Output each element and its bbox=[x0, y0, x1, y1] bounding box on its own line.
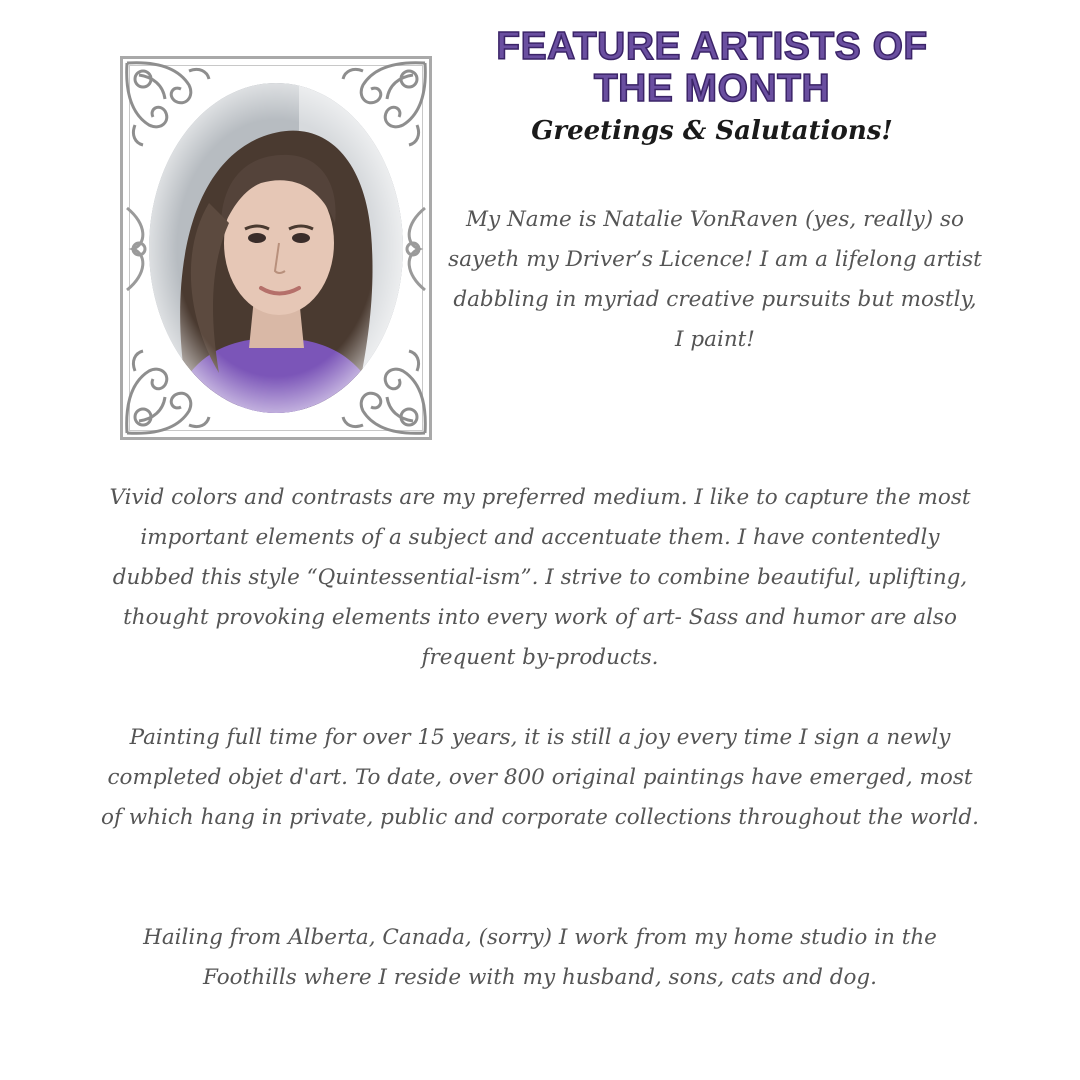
ornate-side-scroll-icon bbox=[121, 204, 161, 294]
career-paragraph: Painting full time for over 15 years, it is still a joy every time I sign a newly completed objet d'art. To date, over 800 original paintings have emerged, most of which hang in private, public and corporate collections throughout the world. bbox=[101, 725, 979, 830]
greeting-subtitle: Greetings & Salutations! bbox=[531, 116, 893, 146]
portrait-frame bbox=[120, 56, 432, 440]
ornate-scroll-icon bbox=[119, 55, 215, 151]
ornate-scroll-icon bbox=[119, 345, 215, 441]
style-paragraph: Vivid colors and contrasts are my preferred medium. I like to capture the most important elements of a subject and accentuate them. I have contentedly dubbed this style “Quintessential-ism”. I strive to combine beautiful, uplifting, thought provoking elements into every work of art- Sass and humor are also frequent by-products. bbox=[109, 485, 971, 670]
intro-paragraph: My Name is Natalie VonRaven (yes, really) so sayeth my Driver’s Licence! I am a lifelong artist dabbling in myriad creative pursuits but mostly, I paint! bbox=[448, 207, 982, 352]
ornate-scroll-icon bbox=[337, 345, 433, 441]
ornate-scroll-icon bbox=[337, 55, 433, 151]
page-title: FEATURE ARTISTS OF THE MONTH bbox=[496, 25, 928, 110]
hometown-paragraph: Hailing from Alberta, Canada, (sorry) I work from my home studio in the Foothills where I reside with my husband, sons, cats and dog. bbox=[143, 925, 937, 990]
ornate-side-scroll-icon bbox=[391, 204, 431, 294]
